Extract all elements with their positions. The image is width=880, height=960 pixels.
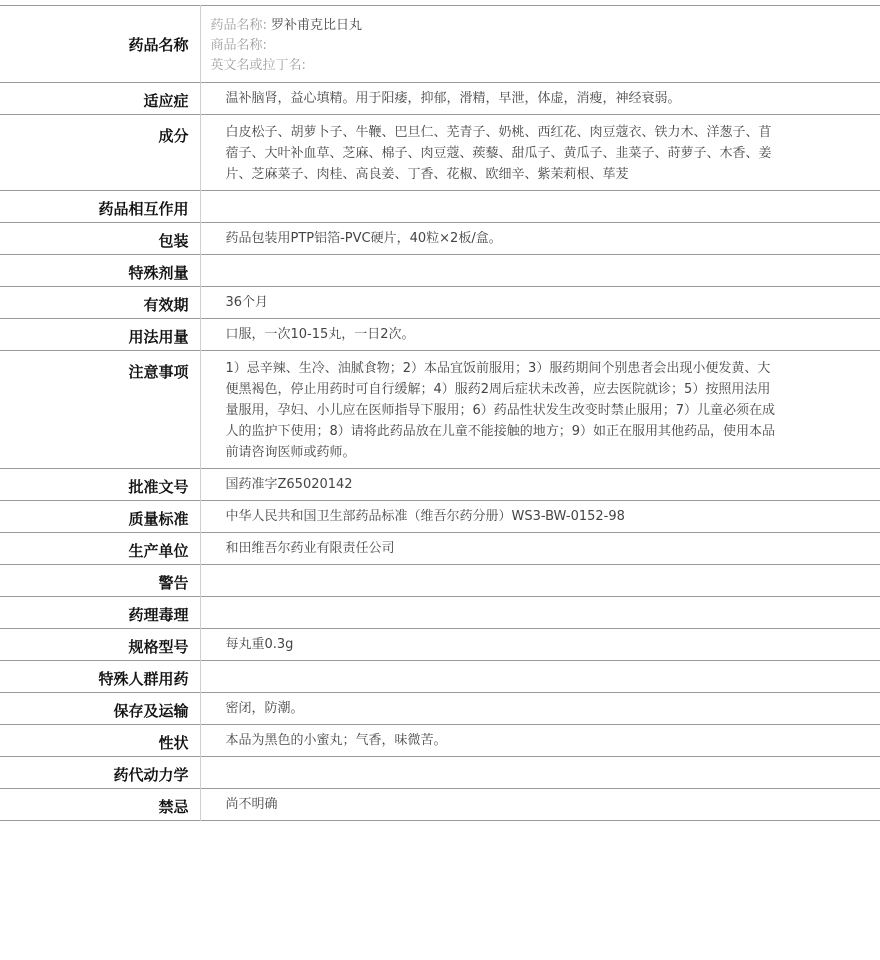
row-precautions [0,351,880,469]
row-special-dosage [0,255,880,287]
row-pharmacology [0,597,880,629]
row-label: 性状 [0,725,200,757]
row-label: 规格型号 [0,629,200,661]
row-ingredients [0,115,880,191]
row-value: 每丸重0.3g [225,637,294,652]
trade-name-line [211,36,871,56]
row-label: 禁忌 [0,789,200,821]
row-label: 成分 [0,115,200,191]
row-value [200,191,880,223]
row-value [200,757,880,789]
row-label: 特殊剂量 [0,255,200,287]
row-value: 温补脑肾，益心填精。用于阳痿，抑郁，滑精，早泄，体虚，消瘦，神经衰弱。 [225,91,681,106]
row-value: 密闭，防潮。 [225,701,304,716]
row-pharmacokinetics [0,757,880,789]
row-approval-number [0,469,880,501]
generic-name-value: 罗补甫克比日丸 [271,18,363,33]
generic-name-line [211,16,871,36]
row-label: 生产单位 [0,533,200,565]
drug-info-table [0,5,880,821]
row-value: 尚不明确 [225,797,278,812]
english-name-label: 英文名或拉丁名: [210,58,306,73]
row-value: 中华人民共和国卫生部药品标准（维吾尔药分册）WS3-BW-0152-98 [225,509,625,524]
row-value: 白皮松子、胡萝卜子、牛鞭、巴旦仁、芜青子、奶桃、西红花、肉豆蔻衣、铁力木、洋葱子、苜蓿子、大叶补血草、芝麻、棉子、肉豆蔻、蒺藜、甜瓜子、黄瓜子、韭菜子、莳萝子、木香、姜片、芝麻菜子、肉桂、高良姜、丁香、花椒、欧细辛、紫茉莉根、荜茇 [225,125,772,182]
row-interactions [0,191,880,223]
row-contraindications [0,789,880,821]
row-label: 批准文号 [0,469,200,501]
row-usage [0,319,880,351]
row-description [0,725,880,757]
row-label: 质量标准 [0,501,200,533]
row-label: 药品相互作用 [0,191,200,223]
english-name-line [211,56,871,76]
row-value [200,565,880,597]
row-label: 包装 [0,223,200,255]
row-label: 注意事项 [0,351,200,469]
row-label: 药代动力学 [0,757,200,789]
row-label: 用法用量 [0,319,200,351]
row-label: 药品名称 [0,6,200,83]
row-shelf-life [0,287,880,319]
row-label: 适应症 [0,83,200,115]
row-value: 36个月 [225,295,269,310]
row-specification [0,629,880,661]
row-value: 药品包装用PTP铝箔-PVC硬片，40粒×2板/盒。 [225,231,502,246]
row-value: 1）忌辛辣、生冷、油腻食物；2）本品宜饭前服用；3）服药期间个别患者会出现小便发黄、大便黑褐色，停止用药时可自行缓解；4）服药2周后症状未改善，应去医院就诊；5）按照用法用量服用，孕妇、小儿应在医师指导下服用；6）药品性状发生改变时禁止服用；7）儿童必须在成人的监护下使用；8）请将此药品放在儿童不能接触的地方；9）如正在服用其他药品，使用本品前请咨询医师或药师。 [225,361,776,460]
row-special-populations [0,661,880,693]
row-drug-name [0,6,880,83]
row-storage [0,693,880,725]
row-label: 保存及运输 [0,693,200,725]
generic-name-label: 药品名称: [210,18,267,33]
row-indications [0,83,880,115]
row-packaging [0,223,880,255]
row-value: 和田维吾尔药业有限责任公司 [225,541,395,556]
row-label: 有效期 [0,287,200,319]
row-warning [0,565,880,597]
trade-name-label: 商品名称: [210,38,267,53]
row-value [200,597,880,629]
row-value [200,255,880,287]
drug-name-cell [200,6,880,83]
row-label: 药理毒理 [0,597,200,629]
row-quality-standard [0,501,880,533]
row-value: 国药准字Z65020142 [225,477,353,492]
row-label: 特殊人群用药 [0,661,200,693]
row-manufacturer [0,533,880,565]
row-label: 警告 [0,565,200,597]
row-value [200,661,880,693]
row-value: 口服，一次10-15丸，一日2次。 [225,327,415,342]
row-value: 本品为黑色的小蜜丸；气香，味微苦。 [225,733,447,748]
